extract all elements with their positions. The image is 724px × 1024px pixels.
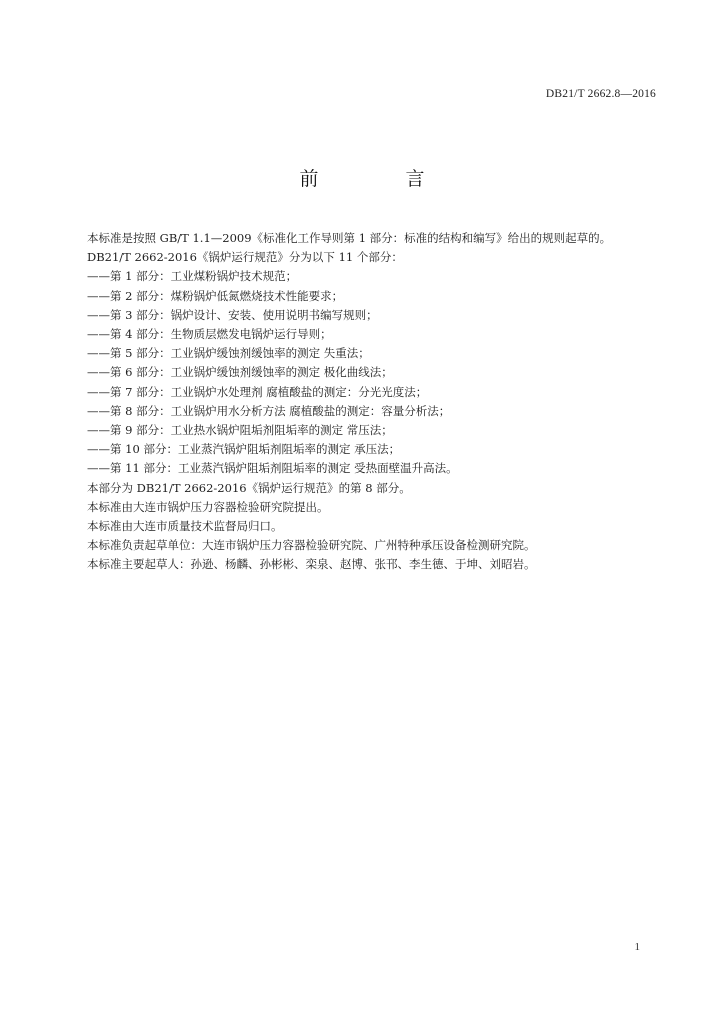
paragraph-line: 本标准由大连市锅炉压力容器检验研究院提出。 <box>87 499 329 514</box>
paragraph-line: 本标准是按照 GB/T 1.1—2009《标准化工作导则第 1 部分：标准的结构和编写》给出的规则起草的。 <box>87 231 612 245</box>
foreword-body <box>87 229 667 575</box>
list-item: ——第 11 部分：工业蒸汽锅炉阻垢剂阻垢率的测定 受热面壁温升高法。 <box>87 461 458 476</box>
paragraph-line: 本标准主要起草人：孙逊、杨麟、孙彬彬、栾泉、赵博、张邗、李生德、于坤、刘昭岩。 <box>87 557 536 572</box>
paragraph-line: 本部分为 DB21/T 2662-2016《锅炉运行规范》的第 8 部分。 <box>87 480 411 495</box>
page-number: 1 <box>634 941 640 953</box>
list-item: ——第 4 部分：生物质层燃发电锅炉运行导则； <box>87 327 332 342</box>
list-item: ——第 10 部分：工业蒸汽锅炉阻垢剂阻垢率的测定 承压法； <box>87 442 401 457</box>
list-item: ——第 6 部分：工业锅炉缓蚀剂缓蚀率的测定 极化曲线法； <box>87 365 393 380</box>
paragraph-line: 本标准负责起草单位：大连市锅炉压力容器检验研究院、广州特种承压设备检测研究院。 <box>87 538 536 553</box>
list-item: ——第 8 部分：工业锅炉用水分析方法 腐植酸盐的测定：容量分析法； <box>87 403 451 418</box>
paragraph-line: DB21/T 2662-2016《锅炉运行规范》分为以下 11 个部分： <box>87 250 403 265</box>
list-item: ——第 1 部分：工业煤粉锅炉技术规范； <box>87 269 298 284</box>
list-item: ——第 3 部分：锅炉设计、安装、使用说明书编写规则； <box>87 307 378 322</box>
list-item: ——第 5 部分：工业锅炉缓蚀剂缓蚀率的测定 失重法； <box>87 346 370 361</box>
list-item: ——第 9 部分：工业热水锅炉阻垢剂阻垢率的测定 常压法； <box>87 423 393 438</box>
page-title: 前 言 <box>299 168 459 190</box>
list-item: ——第 7 部分：工业锅炉水处理剂 腐植酸盐的测定：分光光度法； <box>87 384 428 399</box>
paragraph-line: 本标准由大连市质量技术监督局归口。 <box>87 519 283 534</box>
list-item: ——第 2 部分：煤粉锅炉低氮燃烧技术性能要求； <box>87 288 344 303</box>
standard-code: DB21/T 2662.8—2016 <box>545 88 656 100</box>
